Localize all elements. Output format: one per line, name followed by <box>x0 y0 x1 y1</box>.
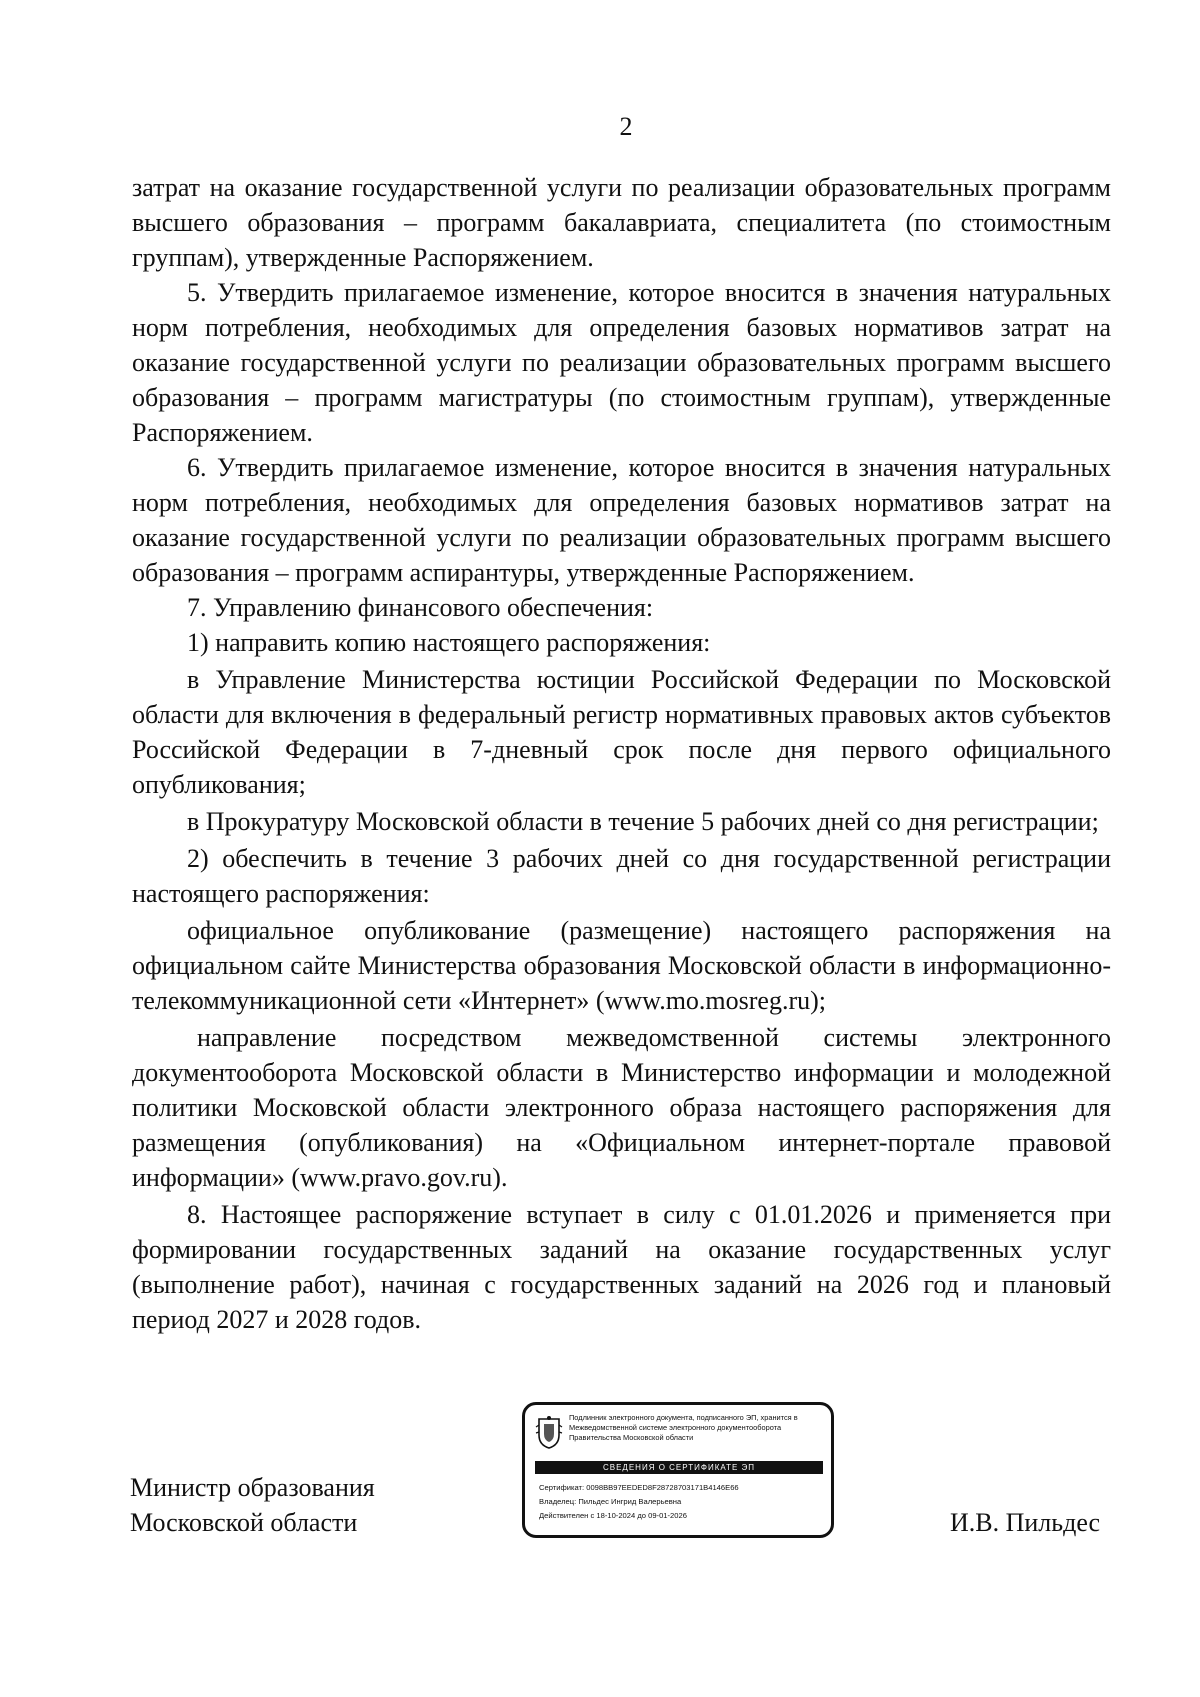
stamp-certificate-banner: СВЕДЕНИЯ О СЕРТИФИКАТЕ ЭП <box>535 1461 823 1474</box>
paragraph-edms-direction: направление посредством межведомственной системы электронного документооборота Московской области в Министерство информации и молодежной политики Московской области электронного образа настоящего распоряжения для размещения (опубликования) на «Официальном интернет-портале правовой информации» (www.pravo.gov.ru). <box>132 1023 1111 1192</box>
paragraph-item-8: 8. Настоящее распоряжение вступает в силу с 01.01.2026 и применяется при формировании государственных заданий на оказание государственных услуг (выполнение работ), начиная с государственных заданий на 2026 год и плановый период 2027 и 2028 годов. <box>132 1200 1111 1334</box>
e-signature-stamp <box>522 1402 834 1538</box>
paragraph-item-6: 6. Утвердить прилагаемое изменение, которое вносится в значения натуральных норм потребления, необходимых для определения базовых нормативов затрат на оказание государственной услуги по реализации образовательных программ высшего образования – программ аспирантуры, утвержденные Распоряжением. <box>132 453 1111 587</box>
paragraph-ministry-of-justice: в Управление Министерства юстиции Российской Федерации по Московской области для включения в федеральный регистр нормативных правовых актов субъектов Российской Федерации в 7-дневный срок после дня первого официального опубликования; <box>132 665 1111 799</box>
coat-of-arms-icon <box>535 1415 563 1449</box>
stamp-certificate-owner: Владелец: Пильдес Ингрид Валерьевна <box>539 1497 682 1506</box>
signatory-name: И.В. Пильдес <box>950 1508 1101 1537</box>
stamp-certificate-number: Сертификат: 0098BB97EEDED8F28728703171B4146E66 <box>539 1483 739 1492</box>
signatory-position-line2: Московской области <box>130 1508 358 1537</box>
signatory-position <box>130 1470 375 1540</box>
document-body <box>132 170 1111 1337</box>
page-number: 2 <box>619 112 633 141</box>
stamp-certificate-validity: Действителен с 18-10-2024 до 09-01-2026 <box>539 1511 687 1520</box>
paragraph-continuation: затрат на оказание государственной услуги по реализации образовательных программ высшего образования – программ бакалавриата, специалитета (по стоимостным группам), утвержденные Распоряжением. <box>132 173 1111 272</box>
paragraph-item-7-1: 1) направить копию настоящего распоряжения: <box>187 628 711 657</box>
paragraph-official-publication: официальное опубликование (размещение) настоящего распоряжения на официальном сайте Министерства образования Московской области в информационно-телекоммуникационной сети «Интернет» (www.mo.mosreg.ru); <box>132 916 1111 1015</box>
stamp-header-text: Подлинник электронного документа, подписанного ЭП, хранится в Межведомственной системе электронного документооборота Правительства Московской области <box>569 1413 798 1442</box>
paragraph-item-7-2: 2) обеспечить в течение 3 рабочих дней со дня государственной регистрации настоящего распоряжения: <box>132 844 1111 908</box>
signatory-position-line1: Министр образования <box>130 1473 375 1502</box>
paragraph-item-5: 5. Утвердить прилагаемое изменение, которое вносится в значения натуральных норм потребления, необходимых для определения базовых нормативов затрат на оказание государственной услуги по реализации образовательных программ высшего образования – программ магистратуры (по стоимостным группам), утвержденные Распоряжением. <box>132 278 1111 447</box>
paragraph-prosecutor: в Прокуратуру Московской области в течение 5 рабочих дней со дня регистрации; <box>187 807 1099 836</box>
paragraph-item-7: 7. Управлению финансового обеспечения: <box>187 593 654 622</box>
